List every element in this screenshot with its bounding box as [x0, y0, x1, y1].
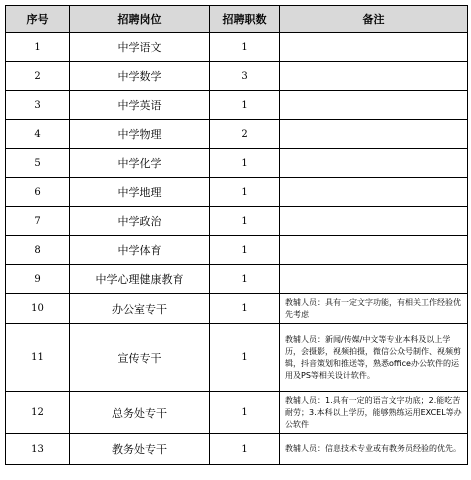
row-index: 13 [6, 434, 70, 465]
recruitment-table [5, 5, 468, 465]
row-position: 中学物理 [70, 120, 210, 149]
row-position: 中学政治 [70, 207, 210, 236]
row-position: 中学地理 [70, 178, 210, 207]
row-note [280, 149, 468, 178]
row-count: 1 [210, 236, 280, 265]
row-index: 9 [6, 265, 70, 294]
header-count: 招聘职数 [210, 6, 280, 33]
row-count: 1 [210, 178, 280, 207]
row-position: 中学体育 [70, 236, 210, 265]
row-index: 7 [6, 207, 70, 236]
row-note [280, 207, 468, 236]
row-count: 1 [210, 434, 280, 465]
header-index: 序号 [6, 6, 70, 33]
row-note [280, 91, 468, 120]
row-index: 1 [6, 33, 70, 62]
row-index: 5 [6, 149, 70, 178]
row-position: 办公室专干 [70, 294, 210, 324]
table-row [6, 178, 468, 207]
row-position: 中学英语 [70, 91, 210, 120]
row-count: 1 [210, 324, 280, 392]
row-note: 教辅人员：信息技术专业或有教务员经验的优先。 [280, 434, 468, 465]
row-note: 教辅人员：具有一定文字功能，有相关工作经验优先考虑 [280, 294, 468, 324]
row-index: 12 [6, 392, 70, 434]
row-index: 2 [6, 62, 70, 91]
row-index: 3 [6, 91, 70, 120]
row-note: 教辅人员：1.具有一定的语言文字功底；2.能吃苦耐劳；3.本科以上学历，能够熟练运用EXCEL等办公软件 [280, 392, 468, 434]
table-row [6, 294, 468, 324]
table-row [6, 324, 468, 392]
row-count: 2 [210, 120, 280, 149]
row-position: 宣传专干 [70, 324, 210, 392]
table-row [6, 207, 468, 236]
table-row [6, 91, 468, 120]
header-notes: 备注 [280, 6, 468, 33]
row-note [280, 178, 468, 207]
row-note: 教辅人员：新闻/传媒/中文等专业本科及以上学历，会摄影，视频拍摄，微信公众号制作、视频剪辑，抖音策划和推送等，熟悉office办公软件的运用及PS等相关设计软件。 [280, 324, 468, 392]
table-row [6, 149, 468, 178]
row-position: 教务处专干 [70, 434, 210, 465]
row-position: 总务处专干 [70, 392, 210, 434]
row-index: 11 [6, 324, 70, 392]
table-row [6, 265, 468, 294]
table-row [6, 236, 468, 265]
row-position: 中学数学 [70, 62, 210, 91]
row-index: 6 [6, 178, 70, 207]
row-count: 1 [210, 33, 280, 62]
row-count: 1 [210, 149, 280, 178]
row-count: 1 [210, 207, 280, 236]
row-position: 中学心理健康教育 [70, 265, 210, 294]
row-count: 1 [210, 91, 280, 120]
table-header-row [6, 6, 468, 33]
row-note [280, 236, 468, 265]
table-row [6, 120, 468, 149]
row-index: 10 [6, 294, 70, 324]
row-note [280, 62, 468, 91]
header-position: 招聘岗位 [70, 6, 210, 33]
table-row [6, 33, 468, 62]
row-index: 4 [6, 120, 70, 149]
row-note [280, 265, 468, 294]
row-position: 中学化学 [70, 149, 210, 178]
table-row [6, 392, 468, 434]
row-count: 3 [210, 62, 280, 91]
table-row [6, 62, 468, 91]
row-position: 中学语文 [70, 33, 210, 62]
row-count: 1 [210, 392, 280, 434]
row-count: 1 [210, 265, 280, 294]
row-index: 8 [6, 236, 70, 265]
row-note [280, 120, 468, 149]
row-count: 1 [210, 294, 280, 324]
row-note [280, 33, 468, 62]
table-row [6, 434, 468, 465]
